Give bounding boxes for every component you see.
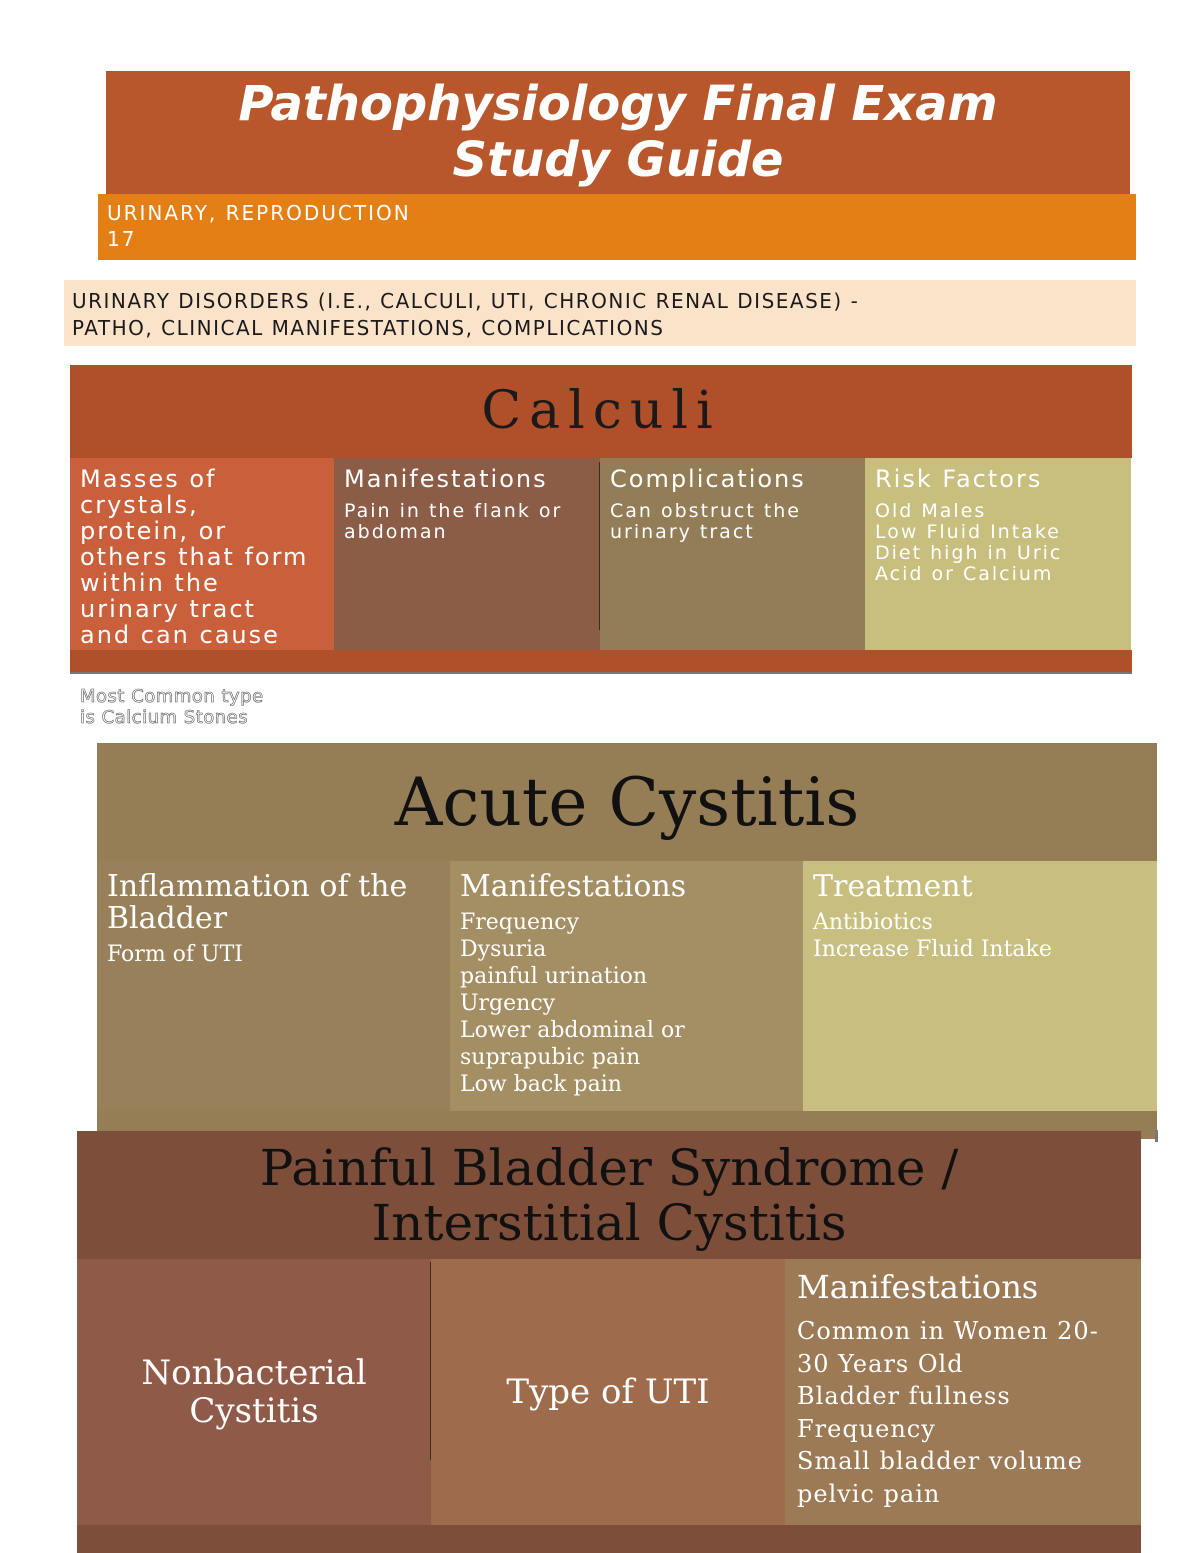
painful-bladder-title-line-1: Painful Bladder Syndrome / (259, 1139, 959, 1197)
calculi-footer-bar (70, 650, 1132, 672)
section-heading-line-1: URINARY DISORDERS (I.E., CALCULI, UTI, CHRONIC RENAL DISEASE) - (72, 289, 860, 313)
calculi-complications-list: Can obstruct the urinary tract (610, 500, 801, 543)
subtitle (98, 194, 1136, 260)
acute-cystitis-title: Acute Cystitis (97, 743, 1157, 861)
acute-cystitis-manifestations-title: Manifestations (460, 869, 687, 904)
title-line-2: Study Guide (452, 132, 784, 188)
acute-cystitis-definition-text: Form of UTI (107, 942, 243, 967)
section-heading (64, 280, 1136, 346)
subtitle-line-1: URINARY, REPRODUCTION (107, 201, 411, 225)
calculi-definition: Masses of crystals, protein, or others that form within the urinary tract and can cause (80, 465, 309, 649)
calculi-definition-cell (70, 458, 334, 650)
acute-cystitis-manifestations-list: Frequency Dysuria painful urination Urgency Lower abdominal or suprapubic pain Low back pain (460, 910, 685, 1097)
calculi-manifestations-cell (334, 458, 600, 650)
calculi-risk-factors-title: Risk Factors (875, 465, 1043, 493)
section-heading-line-2: PATHO, CLINICAL MANIFESTATIONS, COMPLICATIONS (72, 316, 665, 340)
calculi-complications-title: Complications (610, 465, 806, 493)
divider (1155, 1130, 1158, 1142)
document-title (106, 71, 1130, 196)
acute-cystitis-definition-title: Inflammation of the Bladder (107, 869, 408, 936)
painful-bladder-manifestations-cell (785, 1259, 1141, 1525)
subtitle-line-2: 17 (107, 227, 137, 251)
acute-cystitis-treatment-list: Antibiotics Increase Fluid Intake (813, 910, 1052, 962)
painful-bladder-col1-text: Nonbacterial Cystitis (141, 1353, 367, 1431)
divider (70, 672, 1132, 674)
calculi-risk-factors-cell (865, 458, 1131, 650)
acute-cystitis-treatment-cell (803, 861, 1157, 1111)
calculi-manifestations-title: Manifestations (344, 465, 548, 493)
painful-bladder-title (77, 1131, 1141, 1259)
calculi-title: Calculi (70, 365, 1132, 458)
calculi-manifestations-list: Pain in the flank or abdoman (344, 500, 563, 543)
title-line-1: Pathophysiology Final Exam (238, 76, 998, 132)
painful-bladder-col1-cell (77, 1259, 431, 1525)
painful-bladder-col2-cell (431, 1259, 785, 1525)
acute-cystitis-definition-cell (97, 861, 450, 1111)
painful-bladder-footer-bar (77, 1525, 1141, 1553)
painful-bladder-manifestations-title: Manifestations (797, 1268, 1039, 1306)
painful-bladder-manifestations-list: Common in Women 20- 30 Years Old Bladder fullness Frequency Small bladder volume pelvic pain (797, 1317, 1099, 1508)
calculi-note: Most Common type is Calcium Stones (80, 686, 264, 728)
calculi-risk-factors-list: Old Males Low Fluid Intake Diet high in Uric Acid or Calcium (875, 500, 1063, 585)
calculi-complications-cell (600, 458, 865, 650)
acute-cystitis-treatment-title: Treatment (813, 869, 973, 904)
acute-cystitis-manifestations-cell (450, 861, 803, 1111)
painful-bladder-title-line-2: Interstitial Cystitis (371, 1194, 847, 1252)
painful-bladder-col2-text: Type of UTI (506, 1372, 710, 1412)
